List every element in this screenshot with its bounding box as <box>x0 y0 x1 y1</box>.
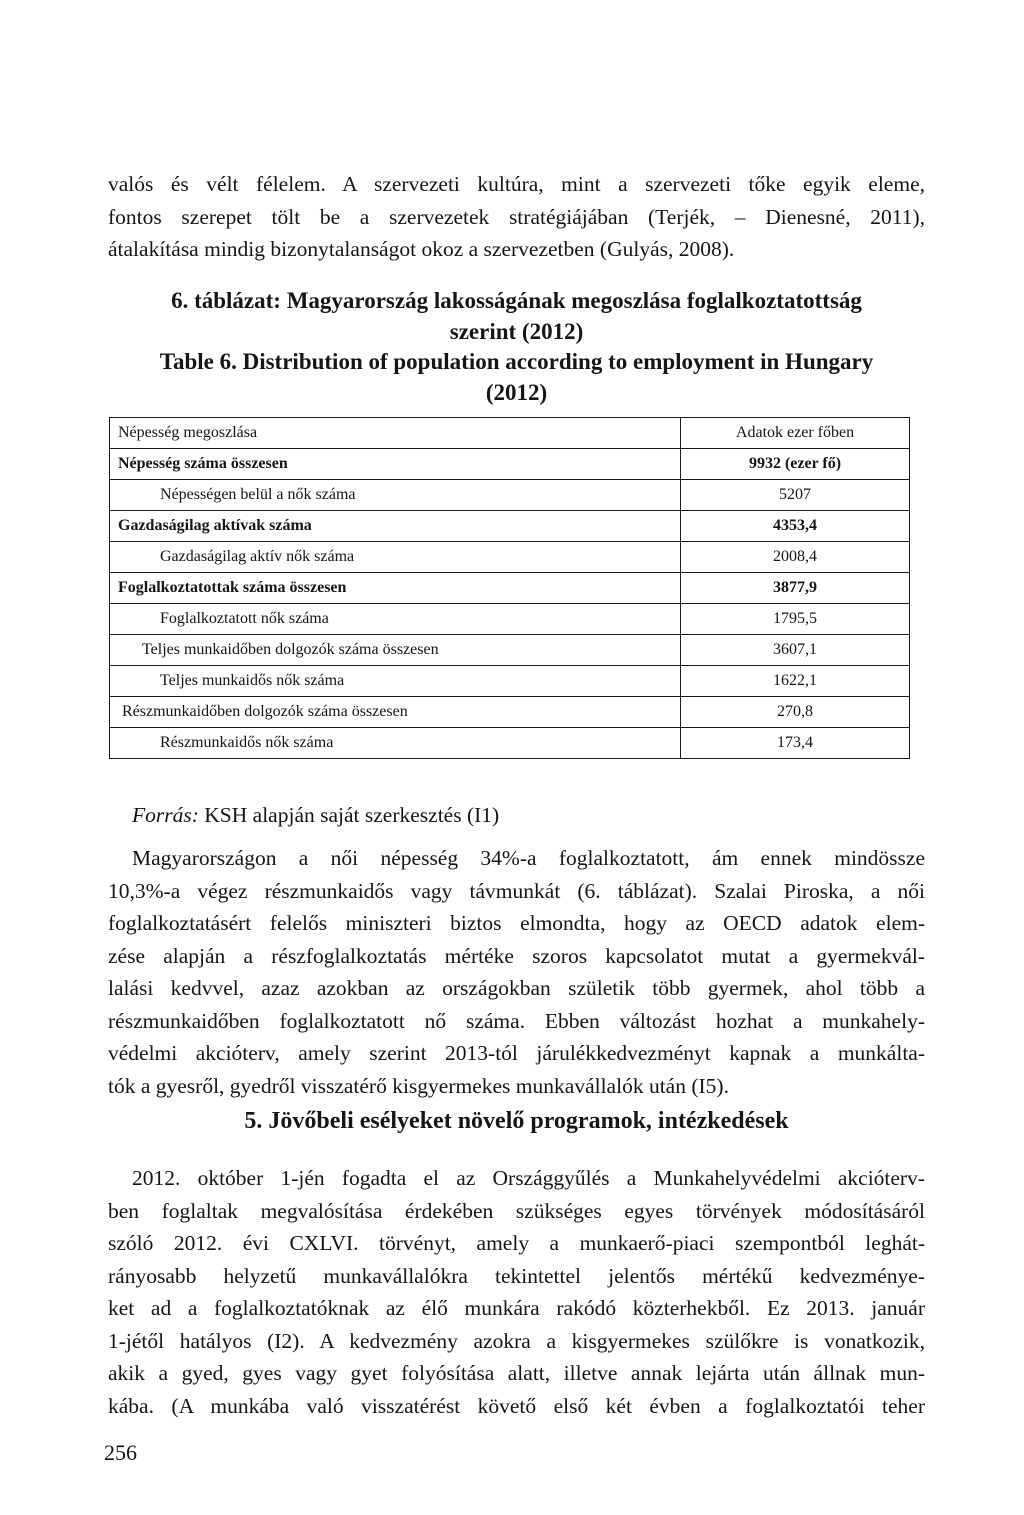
body-paragraph <box>108 1162 925 1422</box>
text-line: ket ad a foglalkoztatóknak az élő munkára rakódó közterhekből. Ez 2013. január <box>108 1296 925 1320</box>
text-line: foglalkoztatásért felelős miniszteri biztos elmondta, hogy az OECD adatok elem- <box>108 911 925 935</box>
table-row <box>110 635 910 666</box>
text-line: részmunkaidőben foglalkoztatott nő száma. Ebben változást hozhat a munkahely- <box>108 1008 925 1033</box>
table-source <box>132 800 499 830</box>
text-line: lalási kedvvel, azaz azokban az országokban születik több gyermek, ahol több a <box>108 976 925 1000</box>
header-label: Népesség megoszlása <box>110 418 681 449</box>
row-value: 173,4 <box>681 728 910 759</box>
table-caption <box>108 286 925 408</box>
text-line: 10,3%-a végez részmunkaidős vagy távmunkát (6. táblázat). Szalai Piroska, a női <box>108 878 925 903</box>
table-row <box>110 573 910 604</box>
row-value: 2008,4 <box>681 542 910 573</box>
row-label: Népesség száma összesen <box>110 449 681 480</box>
table-row <box>110 449 910 480</box>
body-paragraph <box>108 842 925 1102</box>
text-line: védelmi akcióterv, amely szerint 2013-tól járulékkedvezményt kapnak a munkálta- <box>108 1041 925 1065</box>
text-line: Magyarországon a női népesség 34%-a foglalkoztatott, ám ennek mindössze <box>132 846 925 870</box>
row-value: 4353,4 <box>681 511 910 542</box>
page-number: 256 <box>104 1440 137 1465</box>
section-heading: 5. Jövőbeli esélyeket növelő programok, intézkedések <box>244 1108 789 1134</box>
row-label: Teljes munkaidőben dolgozók száma összesen <box>110 635 681 666</box>
row-label: Teljes munkaidős nők száma <box>110 666 681 697</box>
header-value: Adatok ezer főben <box>681 418 910 449</box>
row-label: Népességen belül a nők száma <box>110 480 681 511</box>
row-value: 3607,1 <box>681 635 910 666</box>
table-row <box>110 666 910 697</box>
caption-hu-line1: 6. táblázat: Magyarország lakosságának megoszlása foglalkoztatottság <box>171 288 862 313</box>
table-header-row <box>110 418 910 449</box>
text-line: 1-jétől hatályos (I2). A kedvezmény azokra a kisgyermekes szülőkre is vonatkozik, <box>108 1328 925 1353</box>
row-value: 270,8 <box>681 697 910 728</box>
row-label: Foglalkoztatottak száma összesen <box>110 573 681 604</box>
text-line: rányosabb helyzetű munkavállalókra tekintettel jelentős mértékű kedvezménye- <box>108 1263 925 1288</box>
text-line: ben foglaltak megvalósítása érdekében szükséges egyes törvények módosításáról <box>108 1198 925 1223</box>
row-label: Gazdaságilag aktív nők száma <box>110 542 681 573</box>
caption-en-line1: Table 6. Distribution of population according to employment in Hungary <box>159 349 874 374</box>
text-line: szóló 2012. évi CXLVI. törvényt, amely a munkaerő-piaci szempontból leghát- <box>108 1231 925 1255</box>
row-label: Részmunkaidős nők száma <box>110 728 681 759</box>
source-prefix: Forrás: <box>132 803 199 827</box>
text-line: valós és vélt félelem. A szervezeti kultúra, mint a szervezeti tőke egyik eleme, <box>108 172 925 196</box>
table-row <box>110 511 910 542</box>
table-row <box>110 728 910 759</box>
text-line: 2012. október 1-jén fogadta el az Országgyűlés a Munkahelyvédelmi akcióterv- <box>132 1166 925 1190</box>
row-label: Részmunkaidőben dolgozók száma összesen <box>110 697 681 728</box>
table-row <box>110 604 910 635</box>
table-row <box>110 697 910 728</box>
population-table <box>109 417 910 759</box>
row-label: Foglalkoztatott nők száma <box>110 604 681 635</box>
source-text: KSH alapján saját szerkesztés (I1) <box>198 803 500 827</box>
table-row <box>110 480 910 511</box>
text-line: zése alapján a részfoglalkoztatás mértéke szoros kapcsolatot mutat a gyermekvál- <box>108 943 925 968</box>
caption-en-line2: (2012) <box>485 379 548 405</box>
row-value: 1622,1 <box>681 666 910 697</box>
table-row <box>110 542 910 573</box>
row-value: 5207 <box>681 480 910 511</box>
row-value: 9932 (ezer fő) <box>681 449 910 480</box>
row-value: 3877,9 <box>681 573 910 604</box>
intro-paragraph <box>108 168 925 266</box>
text-line: átalakítása mindig bizonytalanságot okoz a szervezetben (Gulyás, 2008). <box>108 237 735 261</box>
row-value: 1795,5 <box>681 604 910 635</box>
text-line: kába. (A munkába való visszatérést követő első két évben a foglalkoztatói teher <box>108 1393 925 1418</box>
text-line: akik a gyed, gyes vagy gyet folyósítása alatt, illetve annak lejárta után állnak mun- <box>108 1361 925 1385</box>
text-line: tók a gyesről, gyedről visszatérő kisgyermekes munkavállalók után (I5). <box>108 1073 729 1098</box>
text-line: fontos szerepet tölt be a szervezetek stratégiájában (Terjék, – Dienesné, 2011), <box>108 204 925 229</box>
caption-hu-line2: szerint (2012) <box>449 318 584 344</box>
row-label: Gazdaságilag aktívak száma <box>110 511 681 542</box>
